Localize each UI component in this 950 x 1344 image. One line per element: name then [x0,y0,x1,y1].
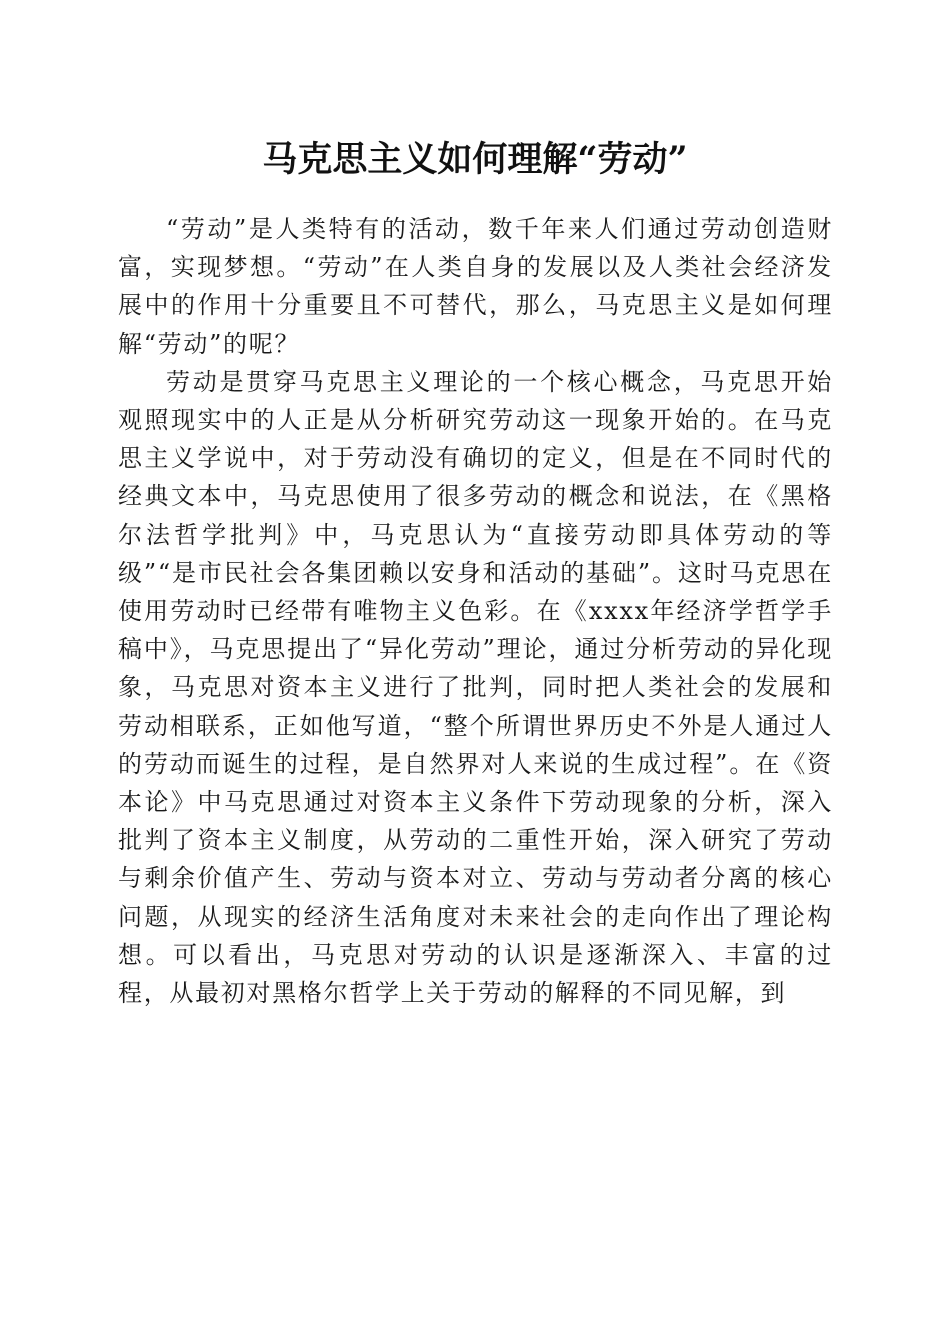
paragraph-intro: “劳动”是人类特有的活动，数千年来人们通过劳动创造财富，实现梦想。“劳动”在人类自身的发展以及人类社会经济发展中的作用十分重要且不可替代，那么，马克思主义是如何理解“劳动”的呢？ [118,215,833,358]
document-body [118,210,833,1012]
document-title: 马克思主义如何理解“劳动” [262,139,688,180]
paragraph-main: 劳动是贯穿马克思主义理论的一个核心概念，马克思开始观照现实中的人正是从分析研究劳动这一现象开始的。在马克思主义学说中，对于劳动没有确切的定义，但是在不同时代的经典文本中，马克思使用了很多劳动的概念和说法，在《黑格尔法哲学批判》中，马克思认为“直接劳动即具体劳动的等级”“是市民社会各集团赖以安身和活动的基础”。这时马克思在使用劳动时已经带有唯物主义色彩。在《xxxx年经济学哲学手稿中》，马克思提出了“异化劳动”理论，通过分析劳动的异化现象，马克思对资本主义进行了批判，同时把人类社会的发展和劳动相联系，正如他写道，“整个所谓世界历史不外是人通过人的劳动而诞生的过程，是自然界对人来说的生成过程”。在《资本论》中马克思通过对资本主义条件下劳动现象的分析，深入批判了资本主义制度，从劳动的二重性开始，深入研究了劳动与剩余价值产生、劳动与资本对立、劳动与劳动者分离的核心问题，从现实的经济生活角度对未来社会的走向作出了理论构想。可以看出，马克思对劳动的认识是逐渐深入、丰富的过程，从最初对黑格尔哲学上关于劳动的解释的不同见解，到 [118,367,833,1008]
